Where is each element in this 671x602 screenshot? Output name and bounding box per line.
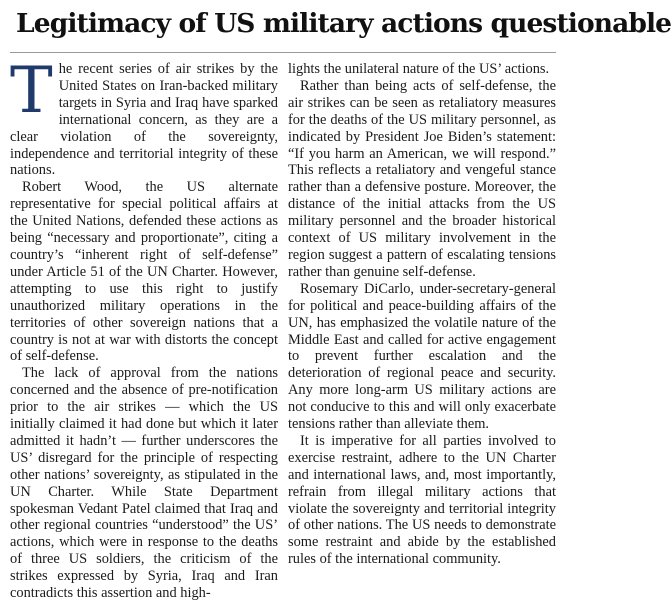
article-columns	[10, 54, 556, 602]
article-paragraph: It is imperative for all parties involved to exercise restraint, adhere to the UN Charter and international laws, and, most importantly, refrain from illegal military actions that violate the sovereignty and territorial integrity of other nations. The US needs to demonstrate some restraint and abide by the established rules of the international community.	[288, 432, 556, 568]
article-headline: Legitimacy of US military actions questionable	[16, 8, 671, 39]
article-paragraph: Rosemary DiCarlo, under-secretary-general for political and peace-building affairs of the UN, has emphasized the volatile nature of the Middle East and called for active engagement to prevent further escalation and the deterioration of regional peace and security. Any more long-arm US military actions are not conducive to this and will only exacerbate tensions rather than alleviate them.	[288, 280, 556, 433]
article-paragraph: The lack of approval from the nations concerned and the absence of pre-notification prior to the air strikes — which the US initially claimed it had done but which it later admitted it hadn’t — further underscores the US’ disregard for the principle of respecting other nations’ sovereignty, as stipulated in the UN Charter. While State Department spokesman Vedant Patel claimed that Iraq and other regional countries “understood” the US’ actions, which were in response to the deaths of three US soldiers, the criticism of the strikes expressed by Syria, Iraq and Iran contradicts this assertion and high-	[10, 365, 278, 602]
drop-cap: T	[10, 54, 53, 128]
headline-divider	[10, 52, 556, 53]
article-paragraph	[10, 54, 278, 179]
article-paragraph: Rather than being acts of self-defense, the air strikes can be seen as retaliatory measures for the deaths of the US military personnel, as indicated by President Joe Biden’s statement: “If you harm an American, we will respond.” This reflects a retaliatory and vengeful stance rather than a defensive posture. Moreover, the distance of the initial attacks from the US military personnel and the broader historical context of US military involvement in the region suggest a pattern of escalating tensions rather than genuine self-defense.	[288, 77, 556, 280]
article-paragraph: lights the unilateral nature of the US’ actions.	[288, 61, 550, 77]
paragraph-text: he recent series of air strikes by the United States on Iran-backed military targets in Syria and Iraq have sparked international concern, as they are a clear violation of the sovereignty, independence and territorial integrity of these nations.	[10, 61, 278, 179]
article-paragraph: Robert Wood, the US alternate representative for special political affairs at the United Nations, defended these actions as being “necessary and proportionate”, citing a country’s “inherent right of self-defense” under Article 51 of the UN Charter. However, attempting to use this right to justify unauthorized military operations in the territories of other sovereign nations that a country is not at war with distorts the concept of self-defense.	[10, 179, 278, 365]
article-column-left	[10, 54, 278, 602]
article-column-right	[288, 61, 556, 602]
